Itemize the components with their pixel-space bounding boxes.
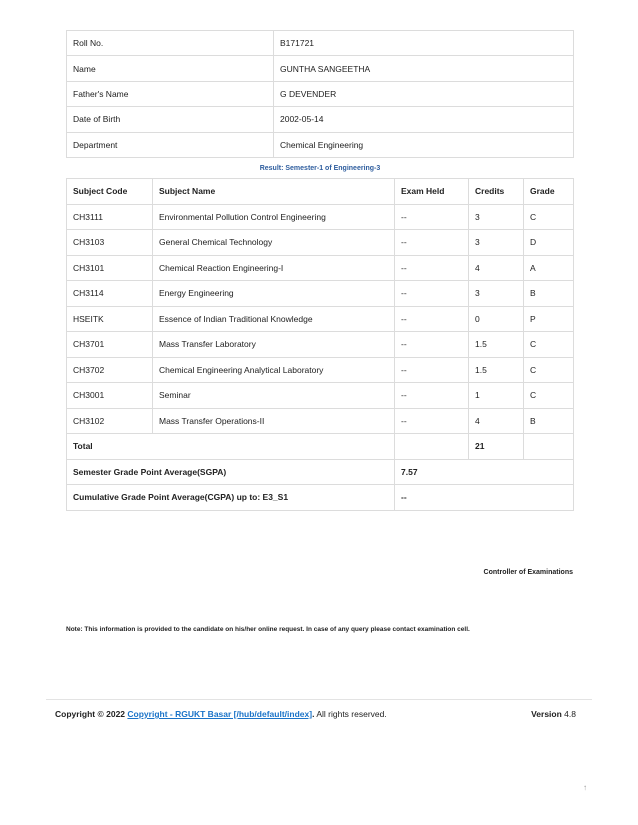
subject-name: Environmental Pollution Control Engineering — [153, 204, 395, 230]
info-value: B171721 — [274, 31, 574, 56]
student-info-table — [66, 30, 574, 158]
credits: 3 — [469, 281, 524, 307]
subject-name: General Chemical Technology — [153, 230, 395, 256]
credits: 1.5 — [469, 332, 524, 358]
copyright-link-suffix: . — [312, 709, 315, 719]
table-row — [67, 383, 574, 409]
cgpa-label: Cumulative Grade Point Average(CGPA) up to: E3_S1 — [67, 485, 395, 511]
copyright-prefix: Copyright © 2022 — [55, 709, 126, 719]
grade: C — [524, 204, 574, 230]
subject-code: CH3102 — [67, 408, 153, 434]
exam-held: -- — [395, 357, 469, 383]
info-label: Father's Name — [67, 81, 274, 106]
table-row — [67, 332, 574, 358]
exam-held: -- — [395, 408, 469, 434]
header-subject-name: Subject Name — [153, 179, 395, 205]
version-number: 4.8 — [564, 709, 576, 719]
table-row — [67, 281, 574, 307]
grades-header-row — [67, 179, 574, 205]
grade: B — [524, 408, 574, 434]
subject-code: CH3001 — [67, 383, 153, 409]
subject-code: CH3702 — [67, 357, 153, 383]
info-value: GUNTHA SANGEETHA — [274, 56, 574, 81]
grade: C — [524, 357, 574, 383]
info-label: Roll No. — [67, 31, 274, 56]
info-row-father — [67, 81, 574, 106]
table-row — [67, 357, 574, 383]
total-row — [67, 434, 574, 460]
exam-held: -- — [395, 230, 469, 256]
info-value: G DEVENDER — [274, 81, 574, 106]
subject-name: Essence of Indian Traditional Knowledge — [153, 306, 395, 332]
credits: 0 — [469, 306, 524, 332]
subject-code: CH3701 — [67, 332, 153, 358]
table-row — [67, 230, 574, 256]
result-title: Result: Semester-1 of Engineering-3 — [259, 165, 381, 172]
header-subject-code: Subject Code — [67, 179, 153, 205]
controller-signature: Controller of Examinations — [483, 569, 573, 576]
credits: 3 — [469, 230, 524, 256]
credits: 4 — [469, 408, 524, 434]
info-label: Date of Birth — [67, 107, 274, 132]
credits: 4 — [469, 255, 524, 281]
table-row — [67, 204, 574, 230]
exam-held: -- — [395, 255, 469, 281]
sgpa-label: Semester Grade Point Average(SGPA) — [67, 459, 395, 485]
exam-held: -- — [395, 204, 469, 230]
subject-name: Mass Transfer Operations-II — [153, 408, 395, 434]
table-row — [67, 306, 574, 332]
header-grade: Grade — [524, 179, 574, 205]
subject-code: CH3103 — [67, 230, 153, 256]
info-row-dob — [67, 107, 574, 132]
header-exam-held: Exam Held — [395, 179, 469, 205]
grade: C — [524, 332, 574, 358]
grade: A — [524, 255, 574, 281]
copyright-link[interactable]: Copyright - RGUKT Basar [/hub/default/index] — [127, 709, 313, 719]
info-value: Chemical Engineering — [274, 132, 574, 157]
grade: P — [524, 306, 574, 332]
footer-copyright — [55, 709, 387, 719]
grade: C — [524, 383, 574, 409]
arrow-up-icon[interactable]: ↑ — [583, 783, 587, 792]
exam-held: -- — [395, 281, 469, 307]
grades-table — [66, 178, 574, 511]
total-empty-grade — [524, 434, 574, 460]
subject-code: CH3114 — [67, 281, 153, 307]
footer-version — [531, 709, 576, 719]
sgpa-value: 7.57 — [395, 459, 574, 485]
grade: D — [524, 230, 574, 256]
subject-name: Seminar — [153, 383, 395, 409]
credits: 3 — [469, 204, 524, 230]
credits: 1.5 — [469, 357, 524, 383]
header-credits: Credits — [469, 179, 524, 205]
exam-held: -- — [395, 383, 469, 409]
subject-name: Chemical Engineering Analytical Laboratory — [153, 357, 395, 383]
table-row — [67, 255, 574, 281]
total-credits: 21 — [469, 434, 524, 460]
credits: 1 — [469, 383, 524, 409]
rights-text: All rights reserved. — [316, 709, 387, 719]
subject-code: CH3101 — [67, 255, 153, 281]
subject-name: Chemical Reaction Engineering-I — [153, 255, 395, 281]
sgpa-row — [67, 459, 574, 485]
info-label: Name — [67, 56, 274, 81]
version-label: Version — [531, 709, 562, 719]
table-row — [67, 408, 574, 434]
grade: B — [524, 281, 574, 307]
info-row-name — [67, 56, 574, 81]
total-empty — [395, 434, 469, 460]
subject-code: CH3111 — [67, 204, 153, 230]
subject-code: HSEITK — [67, 306, 153, 332]
info-value: 2002-05-14 — [274, 107, 574, 132]
cgpa-row — [67, 485, 574, 511]
info-label: Department — [67, 132, 274, 157]
info-row-department — [67, 132, 574, 157]
cgpa-value: -- — [395, 485, 574, 511]
subject-name: Mass Transfer Laboratory — [153, 332, 395, 358]
total-label: Total — [67, 434, 395, 460]
exam-held: -- — [395, 332, 469, 358]
subject-name: Energy Engineering — [153, 281, 395, 307]
footer-divider — [46, 699, 592, 700]
note-text: Note: This information is provided to the candidate on his/her online request. In case of any query please contact examination cell. — [66, 626, 470, 633]
exam-held: -- — [395, 306, 469, 332]
info-row-roll — [67, 31, 574, 56]
